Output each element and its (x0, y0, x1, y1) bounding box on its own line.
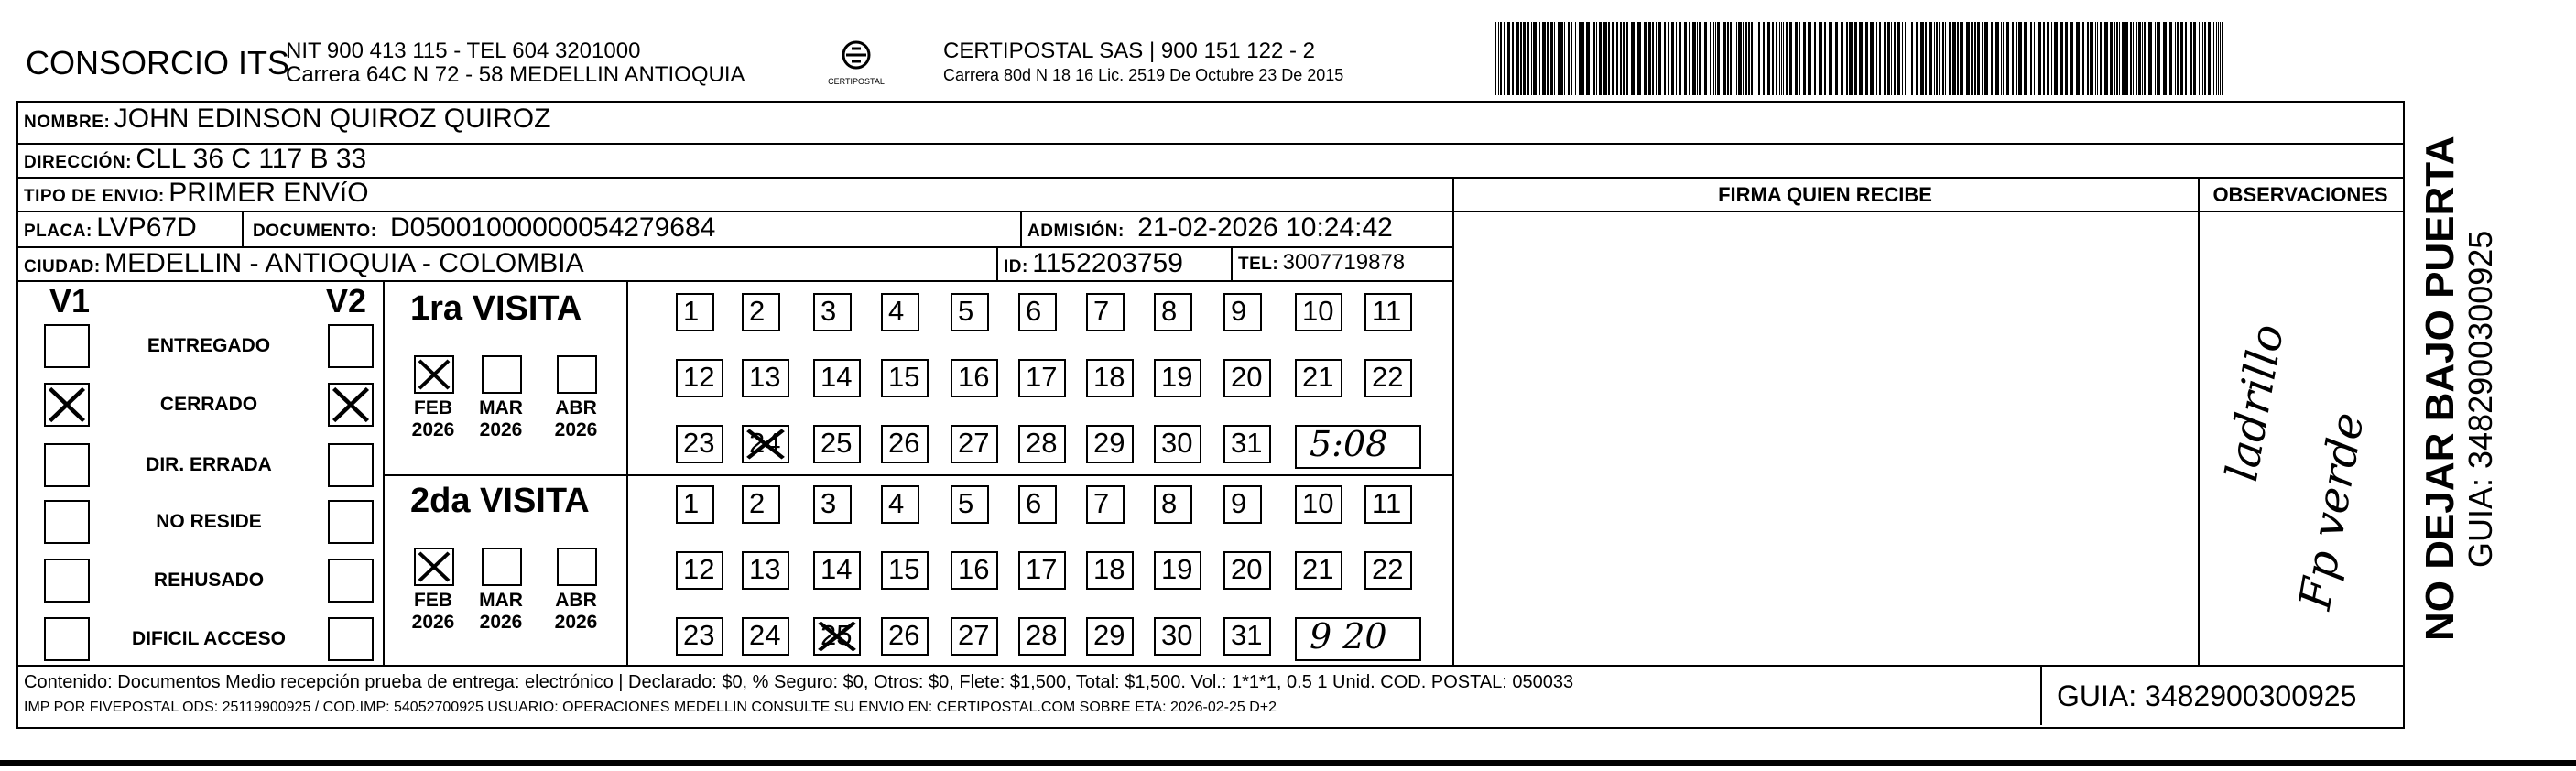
day-number: 22 (1372, 553, 1404, 585)
day-number: 31 (1231, 427, 1263, 459)
visit-2-day-5[interactable] (951, 485, 989, 524)
visit-1-day-29[interactable] (1086, 425, 1134, 463)
company-nit: NIT 900 413 115 - TEL 604 3201000 (286, 38, 641, 63)
visit-1-day-21[interactable] (1295, 359, 1342, 397)
city-label: CIUDAD: (24, 257, 101, 277)
visit-2-day-1[interactable] (676, 485, 714, 524)
visit-2-day-3[interactable] (813, 485, 852, 524)
visit-2-day-11[interactable] (1364, 485, 1412, 524)
visit-1-day-2[interactable] (742, 293, 780, 331)
visit-2-day-23[interactable] (676, 617, 723, 656)
day-number: 23 (683, 619, 715, 651)
visit-1-day-7[interactable] (1086, 293, 1125, 331)
barcode (1495, 22, 2227, 95)
day-number: 2 (749, 487, 766, 519)
observations-handwriting-2: Fp verde (2289, 408, 2375, 614)
visit-1-day-8[interactable] (1154, 293, 1192, 331)
day-number: 5 (958, 295, 974, 327)
day-number: 26 (888, 427, 920, 459)
day-number: 9 (1231, 487, 1247, 519)
visit-1-day-19[interactable] (1154, 359, 1201, 397)
day-number: 24 (749, 619, 781, 651)
visit-2-day-16[interactable] (951, 551, 998, 590)
month-label: FEB (414, 590, 452, 611)
day-number: 4 (888, 487, 905, 519)
admission-date: 21-02-2026 10:24:42 (1137, 212, 1393, 243)
v2-checkbox-1[interactable] (328, 383, 374, 427)
visit-1-day-24[interactable] (742, 425, 789, 463)
day-number: 25 (821, 619, 853, 651)
v1-checkbox-1[interactable] (44, 383, 90, 427)
bottom-rule (0, 760, 2576, 766)
visit-2-day-24[interactable] (742, 617, 789, 656)
day-number: 14 (821, 361, 853, 393)
certipostal-logo (824, 37, 888, 92)
company-address: Carrera 64C N 72 - 58 MEDELLIN ANTIOQUIA (286, 62, 745, 87)
visit-1-day-5[interactable] (951, 293, 989, 331)
visit-1-day-10[interactable] (1295, 293, 1342, 331)
visit-2-month-checkbox-0[interactable] (414, 548, 454, 586)
day-number: 20 (1231, 361, 1263, 393)
v2-checkbox-4[interactable] (328, 559, 374, 603)
tel-label: TEL: (1238, 255, 1279, 274)
visit-2-day-30[interactable] (1154, 617, 1201, 656)
day-number: 21 (1302, 553, 1334, 585)
visit-2-day-27[interactable] (951, 617, 998, 656)
day-number: 3 (821, 295, 837, 327)
v1-checkbox-5[interactable] (44, 617, 90, 661)
day-number: 7 (1093, 487, 1110, 519)
visit-1-day-20[interactable] (1223, 359, 1271, 397)
day-number: 26 (888, 619, 920, 651)
visit-2-day-10[interactable] (1295, 485, 1342, 524)
day-number: 19 (1161, 361, 1193, 393)
visit-1-day-26[interactable] (881, 425, 929, 463)
status-option-label: REHUSADO (153, 570, 265, 591)
day-number: 18 (1093, 361, 1125, 393)
observations-header: OBSERVACIONES (2212, 183, 2388, 206)
visit-1-day-11[interactable] (1364, 293, 1412, 331)
day-number: 5 (958, 487, 974, 519)
company-name: CONSORCIO ITS (26, 44, 290, 81)
day-number: 15 (888, 361, 920, 393)
year-label: 2026 (554, 419, 598, 440)
v1-label: V1 (49, 282, 91, 320)
send-type: PRIMER ENVíO (168, 178, 369, 208)
day-number: 13 (749, 553, 781, 585)
day-number: 3 (821, 487, 837, 519)
visit-2-day-17[interactable] (1018, 551, 1066, 590)
visit-1-day-28[interactable] (1018, 425, 1066, 463)
visit-2-month-checkbox-1[interactable] (482, 548, 522, 586)
day-number: 7 (1093, 295, 1110, 327)
side-title: NO DEJAR BAJO PUERTA (2418, 136, 2462, 641)
day-number: 29 (1093, 427, 1125, 459)
day-number: 1 (683, 295, 700, 327)
day-number: 18 (1093, 553, 1125, 585)
visit-time-handwritten: 9 20 (1310, 616, 1387, 657)
admission-label: ADMISIÓN: (1027, 222, 1125, 241)
year-label: 2026 (554, 612, 598, 633)
visit-1-day-13[interactable] (742, 359, 789, 397)
visit-1-month-checkbox-2[interactable] (557, 355, 597, 394)
day-number: 2 (749, 295, 766, 327)
year-label: 2026 (411, 612, 455, 633)
visit-2-day-12[interactable] (676, 551, 723, 590)
visit-1-month-checkbox-0[interactable] (414, 355, 454, 394)
v2-checkbox-0[interactable] (328, 324, 374, 368)
visit-2-day-2[interactable] (742, 485, 780, 524)
day-number: 10 (1302, 487, 1334, 519)
send-type-label: TIPO DE ENVIO: (24, 187, 165, 206)
v1-checkbox-0[interactable] (44, 324, 90, 368)
day-number: 17 (1026, 553, 1058, 585)
day-number: 27 (958, 427, 990, 459)
visit-1-time-box[interactable] (1295, 425, 1421, 469)
v2-checkbox-2[interactable] (328, 443, 374, 487)
visit-1-day-16[interactable] (951, 359, 998, 397)
day-number: 22 (1372, 361, 1404, 393)
visit-1-day-27[interactable] (951, 425, 998, 463)
day-number: 17 (1026, 361, 1058, 393)
day-number: 11 (1372, 487, 1402, 519)
visit-2-day-18[interactable] (1086, 551, 1134, 590)
visit-1-day-9[interactable] (1223, 293, 1262, 331)
courier-name: CERTIPOSTAL SAS | 900 151 122 - 2 (943, 38, 1315, 63)
visit-1-day-25[interactable] (813, 425, 861, 463)
address-label: DIRECCIÓN: (24, 153, 132, 172)
day-number: 15 (888, 553, 920, 585)
visit-1-day-18[interactable] (1086, 359, 1134, 397)
day-number: 6 (1026, 487, 1042, 519)
city: MEDELLIN - ANTIOQUIA - COLOMBIA (104, 248, 584, 278)
day-number: 30 (1161, 619, 1193, 651)
courier-address: Carrera 80d N 18 16 Lic. 2519 De Octubre 23 De 2015 (943, 66, 1344, 84)
status-option-label: CERRADO (159, 394, 258, 415)
visit-1-day-4[interactable] (881, 293, 919, 331)
visit-1-day-14[interactable] (813, 359, 861, 397)
visit-2-day-8[interactable] (1154, 485, 1192, 524)
month-label: MAR (479, 590, 523, 611)
visit-1-day-30[interactable] (1154, 425, 1201, 463)
visit-2-day-14[interactable] (813, 551, 861, 590)
tel-number: 3007719878 (1282, 250, 1406, 275)
day-number: 12 (683, 553, 715, 585)
visit-1-month-checkbox-1[interactable] (482, 355, 522, 394)
visit-2-day-4[interactable] (881, 485, 919, 524)
day-number: 30 (1161, 427, 1193, 459)
visit-2-day-13[interactable] (742, 551, 789, 590)
day-number: 11 (1372, 295, 1402, 327)
visit-2-day-29[interactable] (1086, 617, 1134, 656)
recipient-name: JOHN EDINSON QUIROZ QUIROZ (114, 103, 551, 134)
day-number: 13 (749, 361, 781, 393)
day-number: 29 (1093, 619, 1125, 651)
day-number: 19 (1161, 553, 1193, 585)
footer-imp: IMP POR FIVEPOSTAL ODS: 25119900925 / COD.IMP: 54052700925 USUARIO: OPERACIONES MEDELLIN CONSULTE SU ENVIO EN: CERTIPOSTAL.COM SOBRE ETA: 2026-02-25 D+2 (24, 700, 1277, 715)
day-number: 20 (1231, 553, 1263, 585)
footer-content: Contenido: Documentos Medio recepción prueba de entrega: electrónico | Declarado: $0, % Seguro: $0, Otros: $0, Flete: $1,500, Total: $1,500. Vol.: 1*1*1, 0.5 1 Unid. COD. POSTAL: 050033 (24, 672, 1574, 692)
year-label: 2026 (479, 612, 523, 633)
visit-1-day-15[interactable] (881, 359, 929, 397)
visit-2-day-19[interactable] (1154, 551, 1201, 590)
month-label: ABR (555, 397, 597, 418)
day-number: 24 (749, 427, 781, 459)
visit-2-day-6[interactable] (1018, 485, 1057, 524)
visit-1-day-17[interactable] (1018, 359, 1066, 397)
v1-checkbox-3[interactable] (44, 500, 90, 544)
day-number: 21 (1302, 361, 1334, 393)
v1-checkbox-4[interactable] (44, 559, 90, 603)
visit-2-day-22[interactable] (1364, 551, 1412, 590)
visit-1-day-22[interactable] (1364, 359, 1412, 397)
id-label: ID: (1004, 257, 1028, 277)
day-number: 16 (958, 553, 990, 585)
side-guia: GUIA: 3482900300925 (2462, 230, 2499, 568)
day-number: 12 (683, 361, 715, 393)
visit-1-day-1[interactable] (676, 293, 714, 331)
day-number: 28 (1026, 619, 1058, 651)
v2-checkbox-3[interactable] (328, 500, 374, 544)
day-number: 27 (958, 619, 990, 651)
document: D05001000000054279684 (390, 212, 716, 243)
id-number: 1152203759 (1032, 248, 1183, 278)
day-number: 28 (1026, 427, 1058, 459)
signature-header: FIRMA QUIEN RECIBE (1718, 183, 1932, 206)
day-number: 6 (1026, 295, 1042, 327)
visit-1-day-23[interactable] (676, 425, 723, 463)
status-option-label: NO RESIDE (156, 511, 262, 532)
visit-2-day-21[interactable] (1295, 551, 1342, 590)
month-label: MAR (479, 397, 523, 418)
day-number: 9 (1231, 295, 1247, 327)
v2-label: V2 (326, 282, 367, 320)
day-number: 31 (1231, 619, 1263, 651)
visit-2-day-26[interactable] (881, 617, 929, 656)
status-option-label: DIFICIL ACCESO (131, 628, 286, 649)
day-number: 4 (888, 295, 905, 327)
document-label: DOCUMENTO: (253, 222, 377, 241)
v2-checkbox-5[interactable] (328, 617, 374, 661)
visit-2-day-28[interactable] (1018, 617, 1066, 656)
day-number: 14 (821, 553, 853, 585)
day-number: 10 (1302, 295, 1334, 327)
visit-2-month-checkbox-2[interactable] (557, 548, 597, 586)
footer-guia: GUIA: 3482900300925 (2057, 679, 2357, 712)
visit-1-day-6[interactable] (1018, 293, 1057, 331)
day-number: 23 (683, 427, 715, 459)
v1-checkbox-2[interactable] (44, 443, 90, 487)
day-number: 16 (958, 361, 990, 393)
status-option-label: ENTREGADO (147, 335, 271, 356)
plate: LVP67D (96, 212, 197, 243)
visit-1-title: 1ra VISITA (410, 289, 582, 328)
day-number: 8 (1161, 487, 1178, 519)
day-number: 25 (821, 427, 853, 459)
recipient-address: CLL 36 C 117 B 33 (136, 144, 367, 174)
visit-2-title: 2da VISITA (410, 482, 590, 520)
svg-text:CERTIPOSTAL: CERTIPOSTAL (828, 77, 885, 86)
status-option-label: DIR. ERRADA (146, 454, 272, 475)
visit-2-day-31[interactable] (1223, 617, 1271, 656)
plate-label: PLACA: (24, 222, 92, 241)
year-label: 2026 (411, 419, 455, 440)
day-number: 1 (683, 487, 700, 519)
visit-1-day-12[interactable] (676, 359, 723, 397)
visit-2-day-20[interactable] (1223, 551, 1271, 590)
day-number: 8 (1161, 295, 1178, 327)
visit-1-day-31[interactable] (1223, 425, 1271, 463)
month-label: ABR (555, 590, 597, 611)
visit-time-handwritten: 5:08 (1310, 424, 1388, 464)
year-label: 2026 (479, 419, 523, 440)
visit-2-time-box[interactable] (1295, 617, 1421, 661)
name-label: NOMBRE: (24, 113, 111, 132)
visit-2-day-7[interactable] (1086, 485, 1125, 524)
visit-2-day-9[interactable] (1223, 485, 1262, 524)
visit-1-day-3[interactable] (813, 293, 852, 331)
observations-handwriting-1: ladrillo (2216, 320, 2295, 485)
visit-2-day-15[interactable] (881, 551, 929, 590)
month-label: FEB (414, 397, 452, 418)
visit-2-day-25[interactable] (813, 617, 861, 656)
